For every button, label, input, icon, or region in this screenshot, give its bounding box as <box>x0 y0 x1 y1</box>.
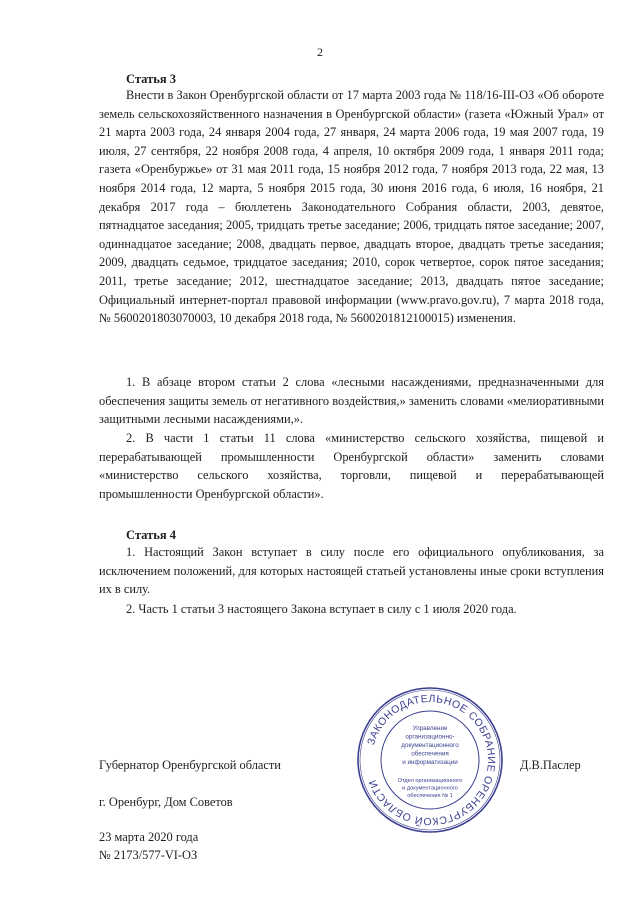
article-4-item-2: 2. Часть 1 статьи 3 настоящего Закона вступает в силу с 1 июля 2020 года. <box>126 602 517 616</box>
signing-date: 23 марта 2020 года <box>99 830 199 844</box>
signer-name: Д.В.Паслер <box>520 758 581 772</box>
seal-bottom-line: и документационного <box>402 785 458 792</box>
signing-place: г. Оренбург, Дом Советов <box>99 795 233 809</box>
official-seal <box>355 685 505 835</box>
seal-bottom-line: обеспечения № 1 <box>407 793 453 799</box>
seal-ring-text: ЗАКОНОДАТЕЛЬНОЕ СОБРАНИЕ ОРЕНБУРГСКОЙ ОБЛАСТИ <box>365 692 498 828</box>
page-number: 2 <box>317 45 323 59</box>
seal-bottom-line: Отдел организационного <box>397 778 463 784</box>
law-number: № 2173/577-VI-ОЗ <box>99 848 198 862</box>
article-3-intro: Внести в Закон Оренбургской области от 17 марта 2003 года № 118/16-III-ОЗ «Об обороте земель сельскохозяйственного назначения в Оренбургской области» (газета «Южный Урал» от 21 марта 2003 года, 24 января 2004 года, 27 января, 24 марта 2006 года, 19 мая 2007 года, 19 июля, 27 сентября, 22 ноября 2008 года, 4 апреля, 10 октября 2009 года, 1 января 2011 года; газета «Оренбуржье» от 31 мая 2011 года, 15 ноября 2012 года, 7 ноября 2013 года, 22 мая, 13 ноября 2014 года, 12 марта, 5 ноября 2015 года, 30 июня 2016 года, 6 июля, 16 ноября, 21 декабря 2017 года – бюллетень Законодательного Собрания области, 2003, девятое, пятнадцатое заседания; 2005, тридцать третье заседание; 2006, тридцать пятое заседание; 2007, одиннадцатое заседание; 2008, двадцать первое, двадцать второе, двадцать третье заседания; 2009, двадцать седьмое, тридцатое заседания; 2010, сорок четвертое, сорок пятое заседания; 2011, третье заседание; 2012, шестнадцатое заседание; 2013, двадцать пятое заседание; Официальный интернет-портал правовой информации (www.pravo.gov.ru), 7 марта 2018 года, № 5600201803070003, 10 декабря 2018 года, № 5600201812100015) изменения. <box>99 88 604 326</box>
article-3-heading: Статья 3 <box>126 72 176 86</box>
article-4-heading: Статья 4 <box>126 528 176 542</box>
signer-position: Губернатор Оренбургской области <box>99 758 281 772</box>
seal-inner-line: документационного <box>401 742 459 749</box>
seal-inner-line: и информатизации <box>402 759 458 766</box>
seal-inner-line: организационно- <box>405 733 455 741</box>
article-3-item-2: 2. В части 1 статьи 11 слова «министерство сельского хозяйства, пищевой и перерабатывающей промышленности Оренбургской области» заменить словами «министерство сельского хозяйства, торговли, пищевой и перерабатывающей промышленности Оренбургской области». <box>99 431 604 501</box>
seal-inner-line: Управление <box>412 725 448 732</box>
article-4-item-1: 1. Настоящий Закон вступает в силу после его официального опубликования, за исключением положений, для которых настоящей статьей установлены иные сроки вступления их в силу. <box>99 545 604 597</box>
seal-inner-line: обеспечения <box>411 750 449 758</box>
article-3-item-1: 1. В абзаце втором статьи 2 слова «лесными насаждениями, предназначенными для обеспечения защиты земель от негативного воздействия,» заменить словами «мелиоративными защитными лесными насаждениями,». <box>99 375 604 427</box>
